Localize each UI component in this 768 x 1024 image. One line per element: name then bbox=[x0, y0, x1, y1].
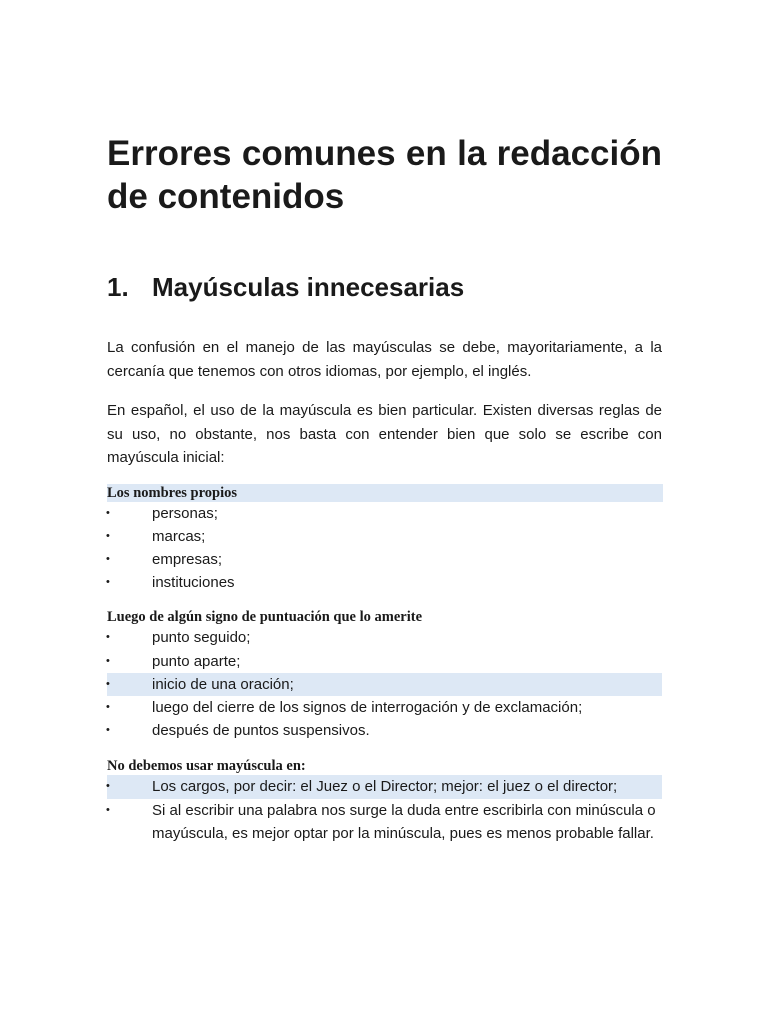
list-item: • Los cargos, por decir: el Juez o el Director; mejor: el juez o el director; bbox=[107, 775, 662, 798]
list-item: • después de puntos suspensivos. bbox=[107, 719, 662, 742]
bullet-icon: • bbox=[106, 677, 110, 690]
list-item: • instituciones bbox=[107, 571, 662, 594]
bullet-icon: • bbox=[106, 654, 110, 667]
list-item: • personas; bbox=[107, 502, 662, 525]
bullet-icon: • bbox=[106, 506, 110, 519]
bullet-icon: • bbox=[106, 552, 110, 565]
list-puntuacion bbox=[107, 626, 662, 742]
bullet-icon: • bbox=[106, 780, 110, 793]
section-heading-text: Mayúsculas innecesarias bbox=[152, 272, 465, 302]
section-number: 1. bbox=[107, 272, 129, 302]
document-title: Errores comunes en la redacción de contenidos bbox=[107, 134, 662, 216]
paragraph-rules: En español, el uso de la mayúscula es bien particular. Existen diversas reglas de su uso, no obstante, nos basta con entender bien que solo se escribe con mayúscula inicial: bbox=[107, 402, 662, 466]
bullet-icon: • bbox=[106, 803, 110, 816]
list-no-mayuscula bbox=[107, 775, 662, 845]
bullet-icon: • bbox=[106, 529, 110, 542]
list-item: • empresas; bbox=[107, 548, 662, 571]
subheading-puntuacion: Luego de algún signo de puntuación que lo amerite bbox=[107, 609, 423, 626]
paragraph-intro: La confusión en el manejo de las mayúsculas se debe, mayoritariamente, a la cercanía que tenemos con otros idiomas, por ejemplo, el inglés. bbox=[107, 339, 662, 380]
section-heading bbox=[107, 271, 662, 303]
subheading-nombres-propios: Los nombres propios bbox=[107, 484, 663, 502]
bullet-icon: • bbox=[106, 700, 110, 713]
document-page bbox=[107, 132, 662, 845]
list-item: • punto aparte; bbox=[107, 650, 662, 673]
subheading-no-mayuscula: No debemos usar mayúscula en: bbox=[107, 758, 306, 775]
list-item: • Si al escribir una palabra nos surge la duda entre escribirla con minúscula o mayúscula, es mejor optar por la minúscula, pues es menos probable fallar. bbox=[107, 799, 662, 845]
list-item: • punto seguido; bbox=[107, 626, 662, 649]
list-item: • luego del cierre de los signos de interrogación y de exclamación; bbox=[107, 696, 662, 719]
list-nombres-propios bbox=[107, 502, 662, 595]
bullet-icon: • bbox=[106, 631, 110, 644]
bullet-icon: • bbox=[106, 724, 110, 737]
bullet-icon: • bbox=[106, 576, 110, 589]
list-item: • inicio de una oración; bbox=[107, 673, 662, 696]
list-item: • marcas; bbox=[107, 525, 662, 548]
